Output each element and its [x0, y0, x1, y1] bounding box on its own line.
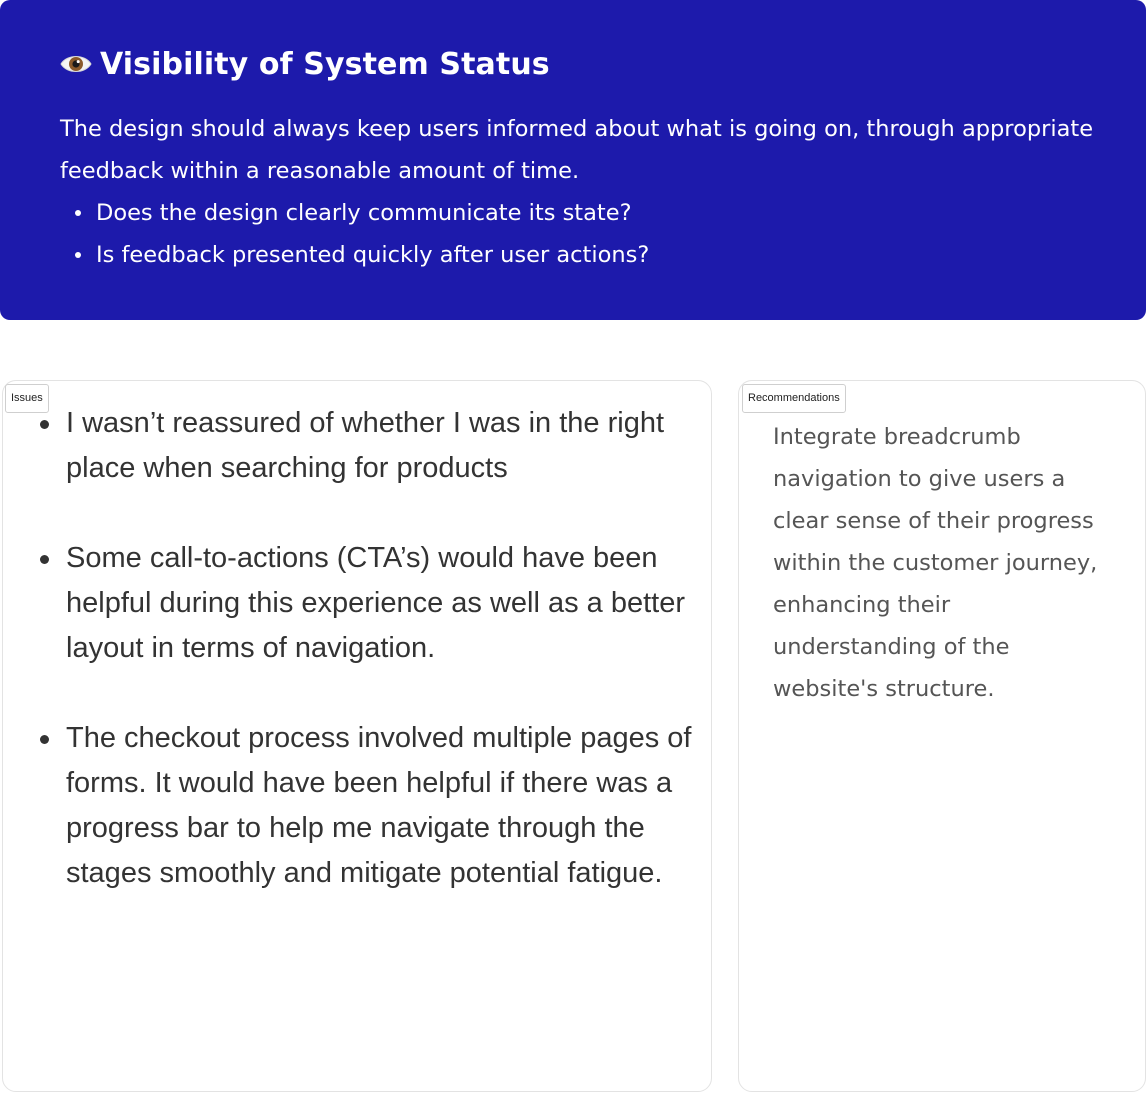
heuristic-title: [60, 42, 550, 86]
heuristic-title-text: Visibility of System Status: [100, 46, 550, 82]
recommendation-text: Integrate breadcrumb navigation to give users a clear sense of their progress within the customer journey, enhancing their understanding of the website's structure.: [773, 424, 1098, 702]
issues-card: [2, 380, 712, 1092]
recommendations-card: [738, 380, 1146, 1092]
issues-tag: Issues: [5, 384, 49, 413]
heuristic-question: Is feedback presented quickly after user actions?: [60, 234, 649, 276]
issue-item: The checkout process involved multiple pages of forms. It would have been helpful if there was a progress bar to help me navigate through the stages smoothly and mitigate potential fatigue.: [66, 716, 706, 896]
heuristic-description: The design should always keep users informed about what is going on, through appropriate feedback within a reasonable amount of time.: [60, 116, 1094, 184]
issue-item: Some call-to-actions (CTA’s) would have been helpful during this experience as well as a better layout in terms of navigation.: [66, 536, 706, 671]
heuristic-questions: [60, 192, 649, 276]
heuristic-banner: [0, 0, 1146, 320]
heuristic-question: Does the design clearly communicate its state?: [60, 192, 649, 234]
eye-icon: [60, 52, 92, 76]
recommendations-tag: Recommendations: [742, 384, 846, 413]
issues-list: [66, 401, 706, 941]
issue-item: I wasn’t reassured of whether I was in the right place when searching for products: [66, 401, 706, 491]
